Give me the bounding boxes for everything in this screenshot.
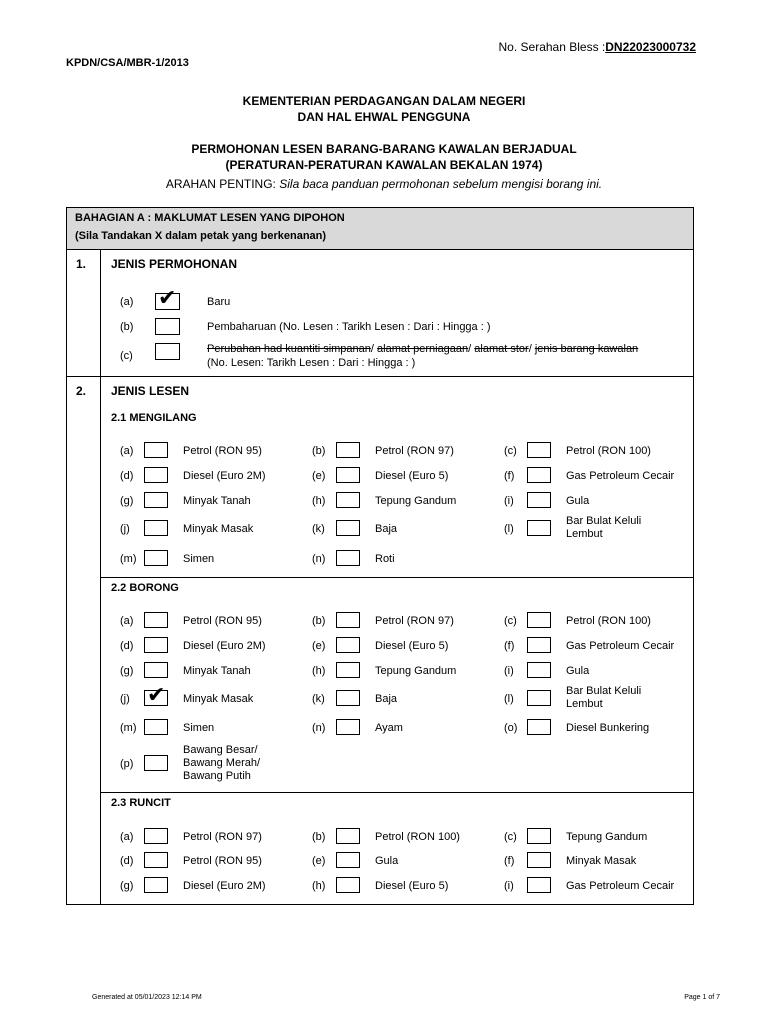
option-letter: (p) xyxy=(120,758,134,770)
option-label: Diesel (Euro 2M) xyxy=(183,880,266,892)
bahagian-a-title: BAHAGIAN A : MAKLUMAT LESEN YANG DIPOHON xyxy=(75,212,345,224)
option-label: Minyak Masak xyxy=(183,523,254,535)
option-label: Diesel (Euro 5) xyxy=(375,880,449,892)
option-label: Bar Bulat Keluli Lembut xyxy=(566,515,642,540)
option-label: Petrol (RON 95) xyxy=(183,615,262,627)
option-letter: (b) xyxy=(120,321,134,333)
option-checkbox[interactable] xyxy=(527,467,551,483)
checkmark-icon: ✔ xyxy=(147,683,166,708)
arahan-penting xyxy=(0,177,768,191)
subsection-mengilang-title: 2.1 MENGILANG xyxy=(111,412,197,424)
option-checkbox[interactable] xyxy=(144,877,168,893)
option-label: Baru xyxy=(207,296,231,308)
option-letter: (j) xyxy=(120,693,130,705)
option-label: Bar Bulat Keluli Lembut xyxy=(566,685,642,710)
option-label: Simen xyxy=(183,722,215,734)
option-letter: (e) xyxy=(312,640,326,652)
option-checkbox[interactable] xyxy=(144,550,168,566)
option-label: Simen xyxy=(183,553,215,565)
option-letter: (h) xyxy=(312,665,326,677)
option-checkbox[interactable] xyxy=(144,719,168,735)
option-letter: (f) xyxy=(504,640,515,652)
option-checkbox[interactable] xyxy=(336,550,360,566)
option-letter: (b) xyxy=(312,615,326,627)
option-label: Baja xyxy=(375,693,398,705)
option-letter: (c) xyxy=(504,445,517,457)
option-letter: (m) xyxy=(120,553,137,565)
option-letter: (c) xyxy=(504,831,517,843)
subsection-runcit-title: 2.3 RUNCIT xyxy=(111,797,171,809)
checkbox-pembaharuan[interactable] xyxy=(155,318,180,335)
option-checkbox[interactable] xyxy=(144,683,168,708)
option-checkbox[interactable] xyxy=(336,719,360,735)
option-label: Diesel (Euro 5) xyxy=(375,470,449,482)
option-letter: (g) xyxy=(120,495,134,507)
option-checkbox[interactable] xyxy=(527,690,551,706)
page-number: Page 1 of 7 xyxy=(684,994,720,1001)
option-letter: (n) xyxy=(312,553,326,565)
option-label: Tepung Gandum xyxy=(566,831,648,843)
option-checkbox[interactable] xyxy=(336,877,360,893)
option-label: Ayam xyxy=(375,722,403,734)
option-checkbox[interactable] xyxy=(527,877,551,893)
option-letter: (h) xyxy=(312,880,326,892)
arahan-label: ARAHAN PENTING: xyxy=(165,177,280,191)
option-label: Petrol (RON 95) xyxy=(183,445,262,457)
option-letter: (h) xyxy=(312,495,326,507)
form-code: KPDN/CSA/MBR-1/2013 xyxy=(66,57,189,69)
option-letter: (a) xyxy=(120,831,134,843)
subsection-divider xyxy=(100,792,694,793)
option-letter: (c) xyxy=(504,615,517,627)
option-checkbox[interactable] xyxy=(144,637,168,653)
option-letter: (a) xyxy=(120,296,134,308)
option-label: Diesel (Euro 5) xyxy=(375,640,449,652)
option-label: Gas Petroleum Cecair xyxy=(566,470,675,482)
option-checkbox[interactable] xyxy=(336,637,360,653)
option-letter: (e) xyxy=(312,855,326,867)
section-2-title: JENIS LESEN xyxy=(111,384,190,398)
option-letter: (a) xyxy=(120,445,134,457)
strike-text: alamat perniagaan xyxy=(377,343,469,355)
option-label-line-2: (No. Lesen: Tarikh Lesen : Dari : Hingga : ) xyxy=(207,357,416,369)
arahan-text: Sila baca panduan permohonan sebelum mengisi borang ini. xyxy=(279,177,603,191)
strike-text: jenis barang kawalan xyxy=(534,343,639,355)
option-checkbox[interactable] xyxy=(144,520,168,536)
option-letter: (i) xyxy=(504,495,514,507)
option-checkbox[interactable] xyxy=(527,612,551,628)
serahan-value: DN22023000732 xyxy=(605,40,696,54)
form-title-line-2: (PERATURAN-PERATURAN KAWALAN BEKALAN 1974) xyxy=(225,158,543,172)
option-checkbox[interactable] xyxy=(527,662,551,678)
option-label: Petrol (RON 97) xyxy=(375,615,454,627)
option-letter: (k) xyxy=(312,693,325,705)
option-label: Roti xyxy=(375,553,395,565)
subsection-divider xyxy=(100,577,694,578)
option-checkbox[interactable] xyxy=(336,492,360,508)
option-checkbox[interactable] xyxy=(336,852,360,868)
strike-text: Perubahan had kuantiti simpanan xyxy=(207,343,371,355)
option-letter: (f) xyxy=(504,470,515,482)
checkmark-icon: ✔ xyxy=(158,286,177,311)
option-checkbox[interactable] xyxy=(336,442,360,458)
option-label: Gas Petroleum Cecair xyxy=(566,640,675,652)
serahan-number xyxy=(499,40,696,54)
option-label: Baja xyxy=(375,523,398,535)
option-label: Gula xyxy=(566,665,590,677)
option-letter: (i) xyxy=(504,880,514,892)
option-label: Pembaharuan (No. Lesen : Tarikh Lesen : Dari : Hingga : ) xyxy=(207,321,491,333)
strike-text: alamat stor xyxy=(474,343,529,355)
option-letter: (j) xyxy=(120,523,130,535)
option-label: Diesel (Euro 2M) xyxy=(183,470,266,482)
option-letter: (b) xyxy=(312,831,326,843)
option-label: Petrol (RON 100) xyxy=(375,831,460,843)
option-letter: (l) xyxy=(504,693,514,705)
option-label: Tepung Gandum xyxy=(375,495,457,507)
option-checkbox[interactable] xyxy=(527,719,551,735)
option-label: Petrol (RON 97) xyxy=(375,445,454,457)
option-checkbox[interactable] xyxy=(144,492,168,508)
section-2-number: 2. xyxy=(76,384,87,398)
option-checkbox[interactable] xyxy=(336,828,360,844)
option-label: Petrol (RON 100) xyxy=(566,445,651,457)
option-checkbox[interactable] xyxy=(144,755,168,771)
option-letter: (m) xyxy=(120,722,137,734)
checkbox-baru[interactable] xyxy=(155,286,180,311)
option-checkbox[interactable] xyxy=(527,828,551,844)
option-letter: (a) xyxy=(120,615,134,627)
option-letter: (e) xyxy=(312,470,326,482)
option-checkbox[interactable] xyxy=(144,612,168,628)
option-letter: (o) xyxy=(504,722,518,734)
option-letter: (n) xyxy=(312,722,326,734)
section-1-number: 1. xyxy=(76,257,87,271)
option-label: Minyak Masak xyxy=(566,855,637,867)
option-letter: (d) xyxy=(120,470,134,482)
option-label: Gula xyxy=(375,855,399,867)
section-1-title: JENIS PERMOHONAN xyxy=(111,257,238,271)
option-label: Minyak Tanah xyxy=(183,495,251,507)
option-checkbox[interactable] xyxy=(336,612,360,628)
option-label: Diesel Bunkering xyxy=(566,722,650,734)
option-checkbox[interactable] xyxy=(144,467,168,483)
option-label: Petrol (RON 100) xyxy=(566,615,651,627)
option-label: Diesel (Euro 2M) xyxy=(183,640,266,652)
separator: / xyxy=(468,343,475,355)
ministry-line-2: DAN HAL EHWAL PENGGUNA xyxy=(297,110,471,124)
option-checkbox[interactable] xyxy=(336,467,360,483)
option-label: Gula xyxy=(566,495,590,507)
option-label: Gas Petroleum Cecair xyxy=(566,880,675,892)
option-letter: (b) xyxy=(312,445,326,457)
option-letter: (k) xyxy=(312,523,325,535)
option-checkbox[interactable] xyxy=(527,520,551,536)
ministry-line-1: KEMENTERIAN PERDAGANGAN DALAM NEGERI xyxy=(242,94,526,108)
option-label: Petrol (RON 97) xyxy=(183,831,262,843)
option-letter: (d) xyxy=(120,640,134,652)
option-letter: (g) xyxy=(120,880,134,892)
option-label: Minyak Tanah xyxy=(183,665,251,677)
option-checkbox[interactable] xyxy=(527,637,551,653)
option-letter: (g) xyxy=(120,665,134,677)
option-label: Petrol (RON 95) xyxy=(183,855,262,867)
generated-timestamp: Generated at 05/01/2023 12:14 PM xyxy=(92,994,202,1001)
option-label: Tepung Gandum xyxy=(375,665,457,677)
option-checkbox[interactable] xyxy=(144,852,168,868)
checkbox-perubahan[interactable] xyxy=(155,343,180,360)
option-label: Bawang Besar/ Bawang Merah/ Bawang Putih xyxy=(183,743,261,782)
option-checkbox[interactable] xyxy=(144,442,168,458)
option-label-perubahan xyxy=(207,343,638,355)
bahagian-a-instruction: (Sila Tandakan X dalam petak yang berkenanan) xyxy=(75,230,327,242)
option-checkbox[interactable] xyxy=(144,662,168,678)
section-divider xyxy=(66,376,694,377)
form-title-line-1: PERMOHONAN LESEN BARANG-BARANG KAWALAN BERJADUAL xyxy=(191,142,577,156)
option-checkbox[interactable] xyxy=(527,852,551,868)
option-checkbox[interactable] xyxy=(144,828,168,844)
option-checkbox[interactable] xyxy=(336,690,360,706)
option-checkbox[interactable] xyxy=(527,492,551,508)
option-letter: (f) xyxy=(504,855,515,867)
option-label: Minyak Masak xyxy=(183,693,254,705)
bahagian-a-header xyxy=(66,207,694,250)
serahan-label: No. Serahan Bless : xyxy=(498,40,606,54)
option-letter: (d) xyxy=(120,855,134,867)
separator: / xyxy=(370,343,378,355)
option-checkbox[interactable] xyxy=(336,662,360,678)
option-letter: (l) xyxy=(504,523,514,535)
option-checkbox[interactable] xyxy=(336,520,360,536)
option-letter: (i) xyxy=(504,665,514,677)
separator: / xyxy=(528,343,535,355)
option-letter: (c) xyxy=(120,350,133,362)
option-checkbox[interactable] xyxy=(527,442,551,458)
subsection-borong-title: 2.2 BORONG xyxy=(111,582,179,594)
